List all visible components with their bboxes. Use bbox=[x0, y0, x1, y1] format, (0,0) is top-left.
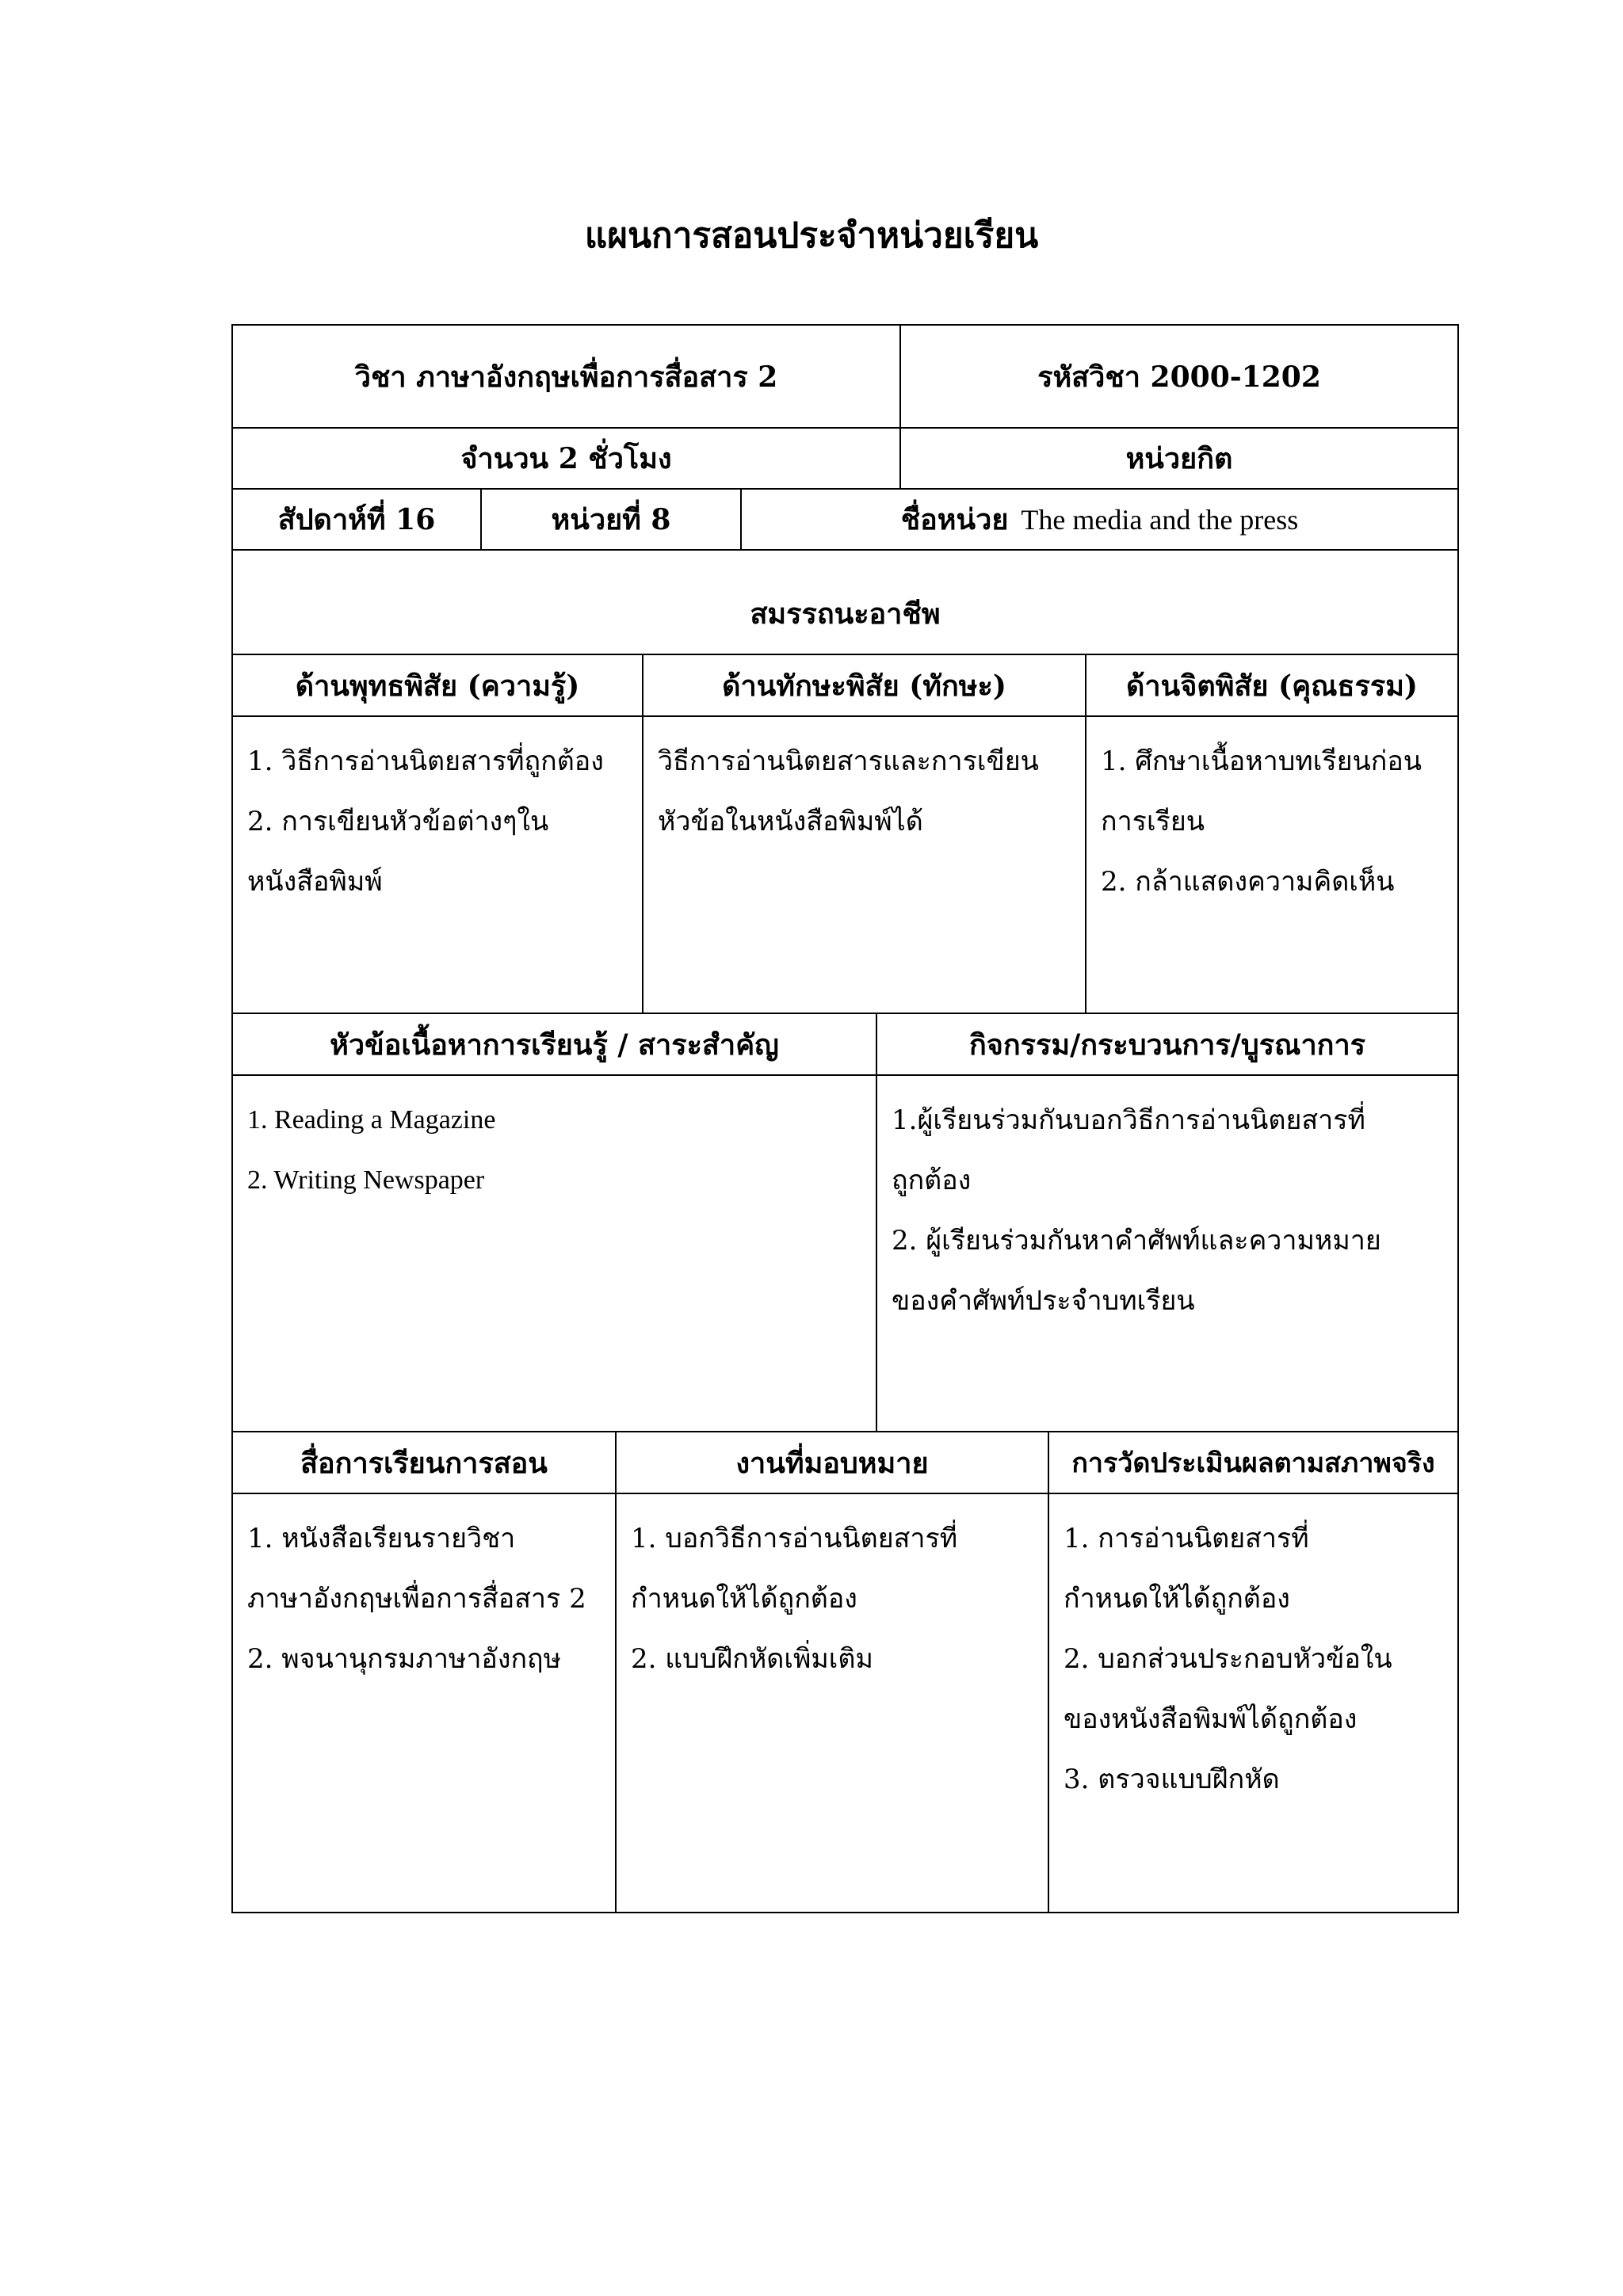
competency-heading-cell bbox=[231, 549, 1459, 655]
course-code-cell bbox=[899, 324, 1459, 429]
skills-line: วิธีการอ่านนิตยสารและการเขียน bbox=[658, 746, 1039, 777]
evaluation-line: กำหนดให้ได้ถูกต้อง bbox=[1064, 1583, 1290, 1615]
week: สัปดาห์ที่ 16 bbox=[277, 503, 436, 536]
attitude-content bbox=[1085, 715, 1459, 1014]
knowledge-heading-cell bbox=[231, 654, 643, 717]
knowledge-line: 2. การเขียนหัวข้อต่างๆใน bbox=[247, 806, 549, 837]
skills-heading: ด้านทักษะพิสัย (ทักษะ) bbox=[722, 669, 1006, 703]
unit-name: The media and the press bbox=[1021, 503, 1299, 536]
knowledge-line: 1. วิธีการอ่านนิตยสารที่ถูกต้อง bbox=[247, 746, 604, 777]
media-heading: สื่อการเรียนการสอน bbox=[300, 1446, 548, 1480]
topics-heading: หัวข้อเนื้อหาการเรียนรู้ / สาระสำคัญ bbox=[330, 1028, 779, 1062]
attitude-line: การเรียน bbox=[1101, 806, 1205, 837]
unit-number-cell bbox=[480, 488, 742, 551]
credits: หน่วยกิต bbox=[1125, 442, 1233, 475]
course-code: รหัสวิชา 2000-1202 bbox=[1037, 360, 1321, 394]
subject-cell bbox=[231, 324, 901, 429]
skills-content bbox=[642, 715, 1086, 1014]
media-line: ภาษาอังกฤษเพื่อการสื่อสาร 2 bbox=[247, 1583, 586, 1615]
activities-heading: กิจกรรม/กระบวนการ/บูรณาการ bbox=[968, 1028, 1366, 1062]
credits-cell bbox=[899, 427, 1459, 490]
evaluation-line: 1. การอ่านนิตยสารที่ bbox=[1064, 1523, 1309, 1554]
attitude-heading: ด้านจิตพิสัย (คุณธรรม) bbox=[1126, 669, 1418, 703]
knowledge-line: หนังสือพิมพ์ bbox=[247, 866, 383, 898]
topics-heading-cell bbox=[231, 1013, 877, 1076]
media-content bbox=[231, 1493, 617, 1913]
activity-line: 2. ผู้เรียนร่วมกันหาคำศัพท์และความหมาย bbox=[892, 1225, 1381, 1257]
subject-name: วิชา ภาษาอังกฤษเพื่อการสื่อสาร 2 bbox=[354, 360, 778, 394]
knowledge-heading: ด้านพุทธพิสัย (ความรู้) bbox=[295, 669, 580, 703]
activities-heading-cell bbox=[876, 1013, 1459, 1076]
assignment-heading-cell bbox=[615, 1431, 1049, 1494]
unit-number: หน่วยที่ 8 bbox=[551, 503, 671, 536]
topic-item: 2. Writing Newspaper bbox=[247, 1165, 485, 1195]
activity-line: 1.ผู้เรียนร่วมกันบอกวิธีการอ่านนิตยสารที่ bbox=[892, 1104, 1365, 1136]
attitude-heading-cell bbox=[1085, 654, 1459, 717]
activities-content bbox=[876, 1074, 1459, 1432]
page-title: แผนการสอนประจำหน่วยเรียน bbox=[584, 215, 1039, 256]
unit-name-cell bbox=[740, 488, 1459, 551]
unit-name-label: ชื่อหน่วย bbox=[900, 503, 1009, 536]
evaluation-line: ของหนังสือพิมพ์ได้ถูกต้อง bbox=[1064, 1703, 1358, 1735]
activity-line: ของคำศัพท์ประจำบทเรียน bbox=[892, 1285, 1195, 1317]
activity-line: ถูกต้อง bbox=[892, 1165, 972, 1196]
attitude-line: 1. ศึกษาเนื้อหาบทเรียนก่อน bbox=[1101, 746, 1422, 777]
skills-heading-cell bbox=[642, 654, 1086, 717]
media-line: 1. หนังสือเรียนรายวิชา bbox=[247, 1523, 516, 1554]
topics-content bbox=[231, 1074, 877, 1432]
evaluation-heading-cell bbox=[1048, 1431, 1459, 1494]
evaluation-line: 2. บอกส่วนประกอบหัวข้อใน bbox=[1064, 1643, 1392, 1675]
media-heading-cell bbox=[231, 1431, 617, 1494]
assignment-line: กำหนดให้ได้ถูกต้อง bbox=[631, 1583, 857, 1615]
hours: จำนวน 2 ชั่วโมง bbox=[460, 442, 672, 475]
competency-heading: สมรรถนะอาชีพ bbox=[750, 597, 941, 631]
hours-cell bbox=[231, 427, 901, 490]
assignment-line: 1. บอกวิธีการอ่านนิตยสารที่ bbox=[631, 1523, 958, 1554]
evaluation-heading: การวัดประเมินผลตามสภาพจริง bbox=[1071, 1447, 1435, 1479]
skills-line: หัวข้อในหนังสือพิมพ์ได้ bbox=[658, 806, 923, 837]
assignment-line: 2. แบบฝึกหัดเพิ่มเติม bbox=[631, 1643, 873, 1675]
evaluation-content bbox=[1048, 1493, 1459, 1913]
knowledge-content bbox=[231, 715, 643, 1014]
evaluation-line: 3. ตรวจแบบฝึกหัด bbox=[1064, 1764, 1280, 1795]
topic-item: 1. Reading a Magazine bbox=[247, 1105, 496, 1135]
assignment-heading: งานที่มอบหมาย bbox=[735, 1446, 929, 1480]
assignment-content bbox=[615, 1493, 1049, 1913]
attitude-line: 2. กล้าแสดงความคิดเห็น bbox=[1101, 866, 1395, 898]
week-cell bbox=[231, 488, 482, 551]
media-line: 2. พจนานุกรมภาษาอังกฤษ bbox=[247, 1643, 562, 1675]
